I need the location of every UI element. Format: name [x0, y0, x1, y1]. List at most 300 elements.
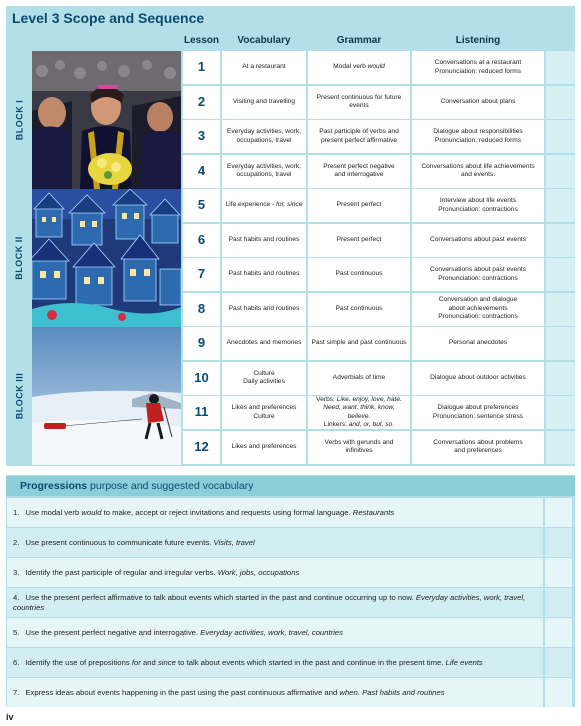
- cell-text: Past continuous: [335, 270, 383, 278]
- cell-text: Interview about life events: [439, 197, 517, 204]
- cell-text: Likes and preferences: [231, 442, 297, 450]
- listening-lines: [433, 439, 522, 456]
- vocabulary-lines: [229, 236, 300, 245]
- progression-text: [7, 678, 543, 707]
- listening-line: [438, 313, 518, 322]
- lesson-row: [183, 224, 575, 257]
- cell-text: Pronunciation: reduced forms: [434, 136, 522, 144]
- progression-text: [7, 498, 543, 527]
- graduation-photo: [32, 51, 181, 189]
- cell-text: Need, want, think, know, believe.: [323, 404, 395, 420]
- lesson-check-cell: [546, 327, 575, 360]
- grammar-line: [333, 374, 385, 383]
- progression-row: [7, 588, 572, 617]
- progression-sentence: [13, 688, 445, 698]
- grammar-lines: [319, 128, 399, 145]
- vocabulary-lines: [227, 339, 302, 348]
- grammar-lines: [317, 94, 402, 111]
- listening-line: [449, 339, 507, 348]
- lesson-check-cell: [546, 362, 575, 395]
- cell-text: and, or, but, so.: [348, 421, 395, 428]
- cell-text: 10: [194, 369, 209, 385]
- vocabulary-line: [232, 413, 297, 422]
- cell-text: Past habits and routines: [228, 270, 300, 278]
- cell-text: Conversation about plans: [440, 97, 516, 105]
- lesson-row: [183, 396, 575, 429]
- vocabulary-line: [227, 339, 302, 348]
- cell-text: Visiting and travelling: [232, 97, 296, 105]
- cell-text: Daily activities: [243, 378, 285, 385]
- lesson-check-cell: [546, 258, 575, 291]
- grammar-line: [337, 236, 382, 245]
- cell-text: Use present continuous to communicate future events.: [25, 537, 214, 547]
- vocabulary-line: [232, 443, 297, 452]
- lesson-listening: [412, 431, 544, 464]
- grammar-line: [319, 137, 399, 146]
- grammar-lines: [337, 201, 382, 210]
- progression-row: [7, 558, 572, 587]
- cell-text: Life experience -: [225, 201, 277, 209]
- block-label-1: BLOCK I: [14, 99, 24, 141]
- cell-text: for, since: [276, 201, 303, 209]
- vocabulary-line: [229, 270, 300, 279]
- grammar-lines: [311, 439, 407, 456]
- grammar-line: [311, 421, 407, 430]
- listening-lines: [421, 163, 534, 180]
- listening-lines: [430, 236, 526, 245]
- cell-text: Conversations about life achievements: [421, 162, 535, 170]
- cell-text: Conversations about problems: [433, 438, 523, 446]
- grammar-lines: [311, 396, 407, 430]
- progression-row: [7, 678, 572, 707]
- cell-text: present perfect affirmative: [320, 136, 398, 144]
- progression-text: [7, 588, 543, 617]
- progression-check-cell: [545, 618, 572, 647]
- lesson-vocabulary: [222, 51, 306, 84]
- vocabulary-line: [229, 305, 300, 314]
- vocabulary-lines: [229, 270, 300, 279]
- listening-line: [438, 296, 518, 305]
- lesson-number: [183, 396, 220, 429]
- vocabulary-lines: [229, 305, 300, 314]
- lesson-row: [183, 155, 575, 188]
- lesson-vocabulary: [222, 189, 306, 222]
- cell-text: Visits, travel: [213, 537, 255, 547]
- lesson-row: [183, 189, 575, 222]
- cell-text: Modal verb: [333, 63, 368, 71]
- cell-text: Everyday activities, work,: [226, 162, 302, 170]
- cell-text: 9: [197, 335, 206, 351]
- cell-text: Use the present perfect affirmative to talk about events which started in the past and continue occurring up to now.: [25, 593, 416, 602]
- grammar-line: [323, 163, 394, 172]
- page-number: iv: [6, 712, 14, 722]
- lesson-grammar: [308, 224, 410, 257]
- progression-row: [7, 618, 572, 647]
- grammar-line: [336, 270, 383, 279]
- lesson-listening: [412, 293, 544, 326]
- cell-text: Verbs:: [316, 395, 337, 403]
- lesson-number: [183, 224, 220, 257]
- cell-text: 1.: [13, 507, 20, 517]
- cell-text: 6: [197, 231, 206, 247]
- cell-text: At a restaurant: [242, 63, 286, 71]
- lesson-check-cell: [546, 86, 575, 119]
- lesson-vocabulary: [222, 120, 306, 153]
- lesson-number: [183, 431, 220, 464]
- vocabulary-lines: [242, 63, 285, 72]
- lesson-number: [183, 258, 220, 291]
- lesson-grammar: [308, 258, 410, 291]
- grammar-lines: [312, 339, 407, 348]
- listening-line: [430, 236, 526, 245]
- lesson-number: [183, 293, 220, 326]
- vocabulary-line: [242, 63, 285, 72]
- lesson-vocabulary: [222, 327, 306, 360]
- lesson-check-cell: [546, 224, 575, 257]
- cell-text: Likes and preferences: [231, 404, 297, 411]
- cell-text: Conversations at a restaurant: [434, 59, 522, 66]
- block-label-2: BLOCK II: [14, 236, 24, 280]
- grammar-lines: [336, 270, 383, 279]
- progression-text: [7, 528, 543, 557]
- cell-text: occupations, travel: [236, 171, 292, 178]
- page-title: Level 3 Scope and Sequence: [6, 6, 575, 31]
- grammar-lines: [333, 63, 385, 72]
- cell-text: would: [81, 507, 102, 517]
- vocabulary-lines: [243, 370, 285, 387]
- listening-lines: [449, 339, 507, 348]
- progression-text: [7, 648, 543, 677]
- progression-check-cell: [545, 648, 572, 677]
- cell-text: and interrogative: [334, 171, 384, 178]
- block-label-3: BLOCK III: [14, 372, 24, 420]
- cell-text: and preferences: [454, 447, 502, 454]
- cell-text: Dialogue about preferences: [437, 404, 519, 411]
- progression-sentence: [13, 593, 543, 612]
- listening-lines: [435, 59, 522, 76]
- lesson-grammar: [308, 431, 410, 464]
- lesson-number: [183, 155, 220, 188]
- vocabulary-line: [232, 404, 297, 413]
- cell-text: for: [131, 657, 141, 667]
- grammar-line: [319, 128, 399, 137]
- vocabulary-line: [233, 98, 295, 107]
- lesson-number: [183, 86, 220, 119]
- vocabulary-lines: [226, 201, 303, 210]
- cell-text: and events.: [460, 171, 496, 178]
- cell-text: Present perfect: [336, 235, 382, 243]
- cell-text: events: [349, 102, 369, 109]
- cell-text: 4.: [13, 593, 20, 602]
- cell-text: Dialogue about outdoor activities: [430, 373, 526, 381]
- vocabulary-line: [243, 370, 285, 379]
- listening-lines: [438, 296, 518, 322]
- progression-sentence: [13, 658, 483, 668]
- cell-text: when: [339, 687, 358, 697]
- listening-line: [421, 163, 534, 172]
- progression-check-cell: [545, 588, 572, 617]
- cell-text: Use the present perfect negative and interrogative.: [25, 627, 201, 637]
- lesson-row: [183, 327, 575, 360]
- lesson-vocabulary: [222, 224, 306, 257]
- progression-row: [7, 648, 572, 677]
- lesson-grammar: [308, 293, 410, 326]
- grammar-line: [317, 102, 402, 111]
- lesson-check-cell: [546, 293, 575, 326]
- progression-check-cell: [545, 528, 572, 557]
- grammar-lines: [333, 374, 385, 383]
- listening-line: [430, 374, 526, 383]
- cell-text: Pronunciation: contractions: [438, 313, 518, 321]
- cell-text: Conversations about past events: [429, 266, 527, 273]
- cell-text: 8: [197, 300, 206, 316]
- progression-text: [7, 618, 543, 647]
- listening-line: [435, 59, 522, 68]
- vocabulary-lines: [227, 163, 301, 180]
- listening-line: [433, 137, 522, 146]
- lesson-listening: [412, 86, 544, 119]
- vocabulary-lines: [233, 98, 295, 107]
- listening-line: [433, 404, 523, 413]
- lesson-listening: [412, 155, 544, 188]
- lesson-grammar: [308, 86, 410, 119]
- cell-text: Culture: [253, 412, 275, 420]
- cell-text: Use modal verb: [25, 507, 82, 517]
- cell-text: 3.: [13, 567, 20, 577]
- progressions-heading: Progressions purpose and suggested vocabulary: [6, 476, 575, 496]
- cell-text: 2: [197, 93, 206, 109]
- cell-text: Present perfect negative: [323, 162, 395, 170]
- cell-text: to talk about events which started in the past and continue in the present time.: [175, 657, 446, 667]
- listening-lines: [438, 197, 518, 214]
- cell-text: Pronunciation: contractions: [438, 205, 518, 213]
- listening-line: [435, 68, 522, 77]
- grammar-line: [317, 94, 402, 103]
- progression-row: [7, 528, 572, 557]
- cell-text: Identify the use of prepositions: [25, 657, 132, 667]
- lesson-listening: [412, 224, 544, 257]
- listening-line: [441, 98, 516, 107]
- cell-text: Adverbials of time: [332, 373, 386, 381]
- lesson-number: [183, 120, 220, 153]
- cell-text: Pronunciation: contractions: [438, 274, 518, 282]
- lesson-row: [183, 258, 575, 291]
- lesson-vocabulary: [222, 362, 306, 395]
- lesson-listening: [412, 189, 544, 222]
- cell-text: to make, accept or reject invitations and requests using formal language.: [101, 507, 353, 517]
- progression-check-cell: [545, 678, 572, 707]
- lesson-listening: [412, 120, 544, 153]
- progression-sentence: [13, 568, 299, 578]
- cell-text: Culture: [253, 369, 275, 377]
- lesson-check-cell: [546, 120, 575, 153]
- listening-line: [433, 128, 522, 137]
- lesson-number: [183, 362, 220, 395]
- cell-text: Past continuous: [335, 304, 383, 312]
- cell-text: 7: [197, 266, 206, 282]
- lesson-row: [183, 120, 575, 153]
- lesson-check-cell: [546, 155, 575, 188]
- vocabulary-lines: [232, 443, 297, 452]
- cell-text: Past participle of verbs and: [319, 128, 399, 135]
- cell-text: Restaurants: [352, 507, 395, 517]
- listening-line: [433, 439, 522, 448]
- grammar-line: [337, 201, 382, 210]
- cell-text: and: [140, 657, 158, 667]
- listening-line: [438, 206, 518, 215]
- listening-line: [430, 266, 526, 275]
- vocabulary-line: [227, 163, 301, 172]
- progression-check-cell: [545, 558, 572, 587]
- cell-text: Identify the past participle of regular and irregular verbs.: [25, 567, 218, 577]
- cell-text: Everyday activities, work,: [226, 128, 302, 135]
- cell-text: Pronunciation: sentence stress: [432, 412, 524, 420]
- listening-lines: [430, 374, 526, 383]
- column-header-vocabulary: Vocabulary: [237, 35, 291, 46]
- grammar-line: [311, 396, 407, 405]
- lesson-check-cell: [546, 431, 575, 464]
- cell-text: 1: [197, 59, 206, 75]
- cell-text: Present perfect: [336, 201, 382, 209]
- lesson-vocabulary: [222, 258, 306, 291]
- grammar-line: [311, 404, 407, 421]
- vocabulary-lines: [227, 128, 301, 145]
- cell-text: since: [157, 657, 176, 667]
- grammar-lines: [337, 236, 382, 245]
- listening-line: [430, 275, 526, 284]
- lesson-grammar: [308, 51, 410, 84]
- cell-text: Verbs with gerunds and infinitives: [324, 438, 394, 454]
- cell-text: Like, enjoy, love, hate.: [336, 395, 402, 403]
- cell-text: Conversations about past events: [429, 235, 527, 243]
- lesson-vocabulary: [222, 431, 306, 464]
- vocabulary-line: [229, 236, 300, 245]
- cell-text: Dialogue about responsibilities: [433, 128, 523, 135]
- column-header-lesson: Lesson: [183, 35, 219, 46]
- cell-text: 5: [197, 197, 206, 213]
- progression-sentence: [13, 508, 394, 518]
- listening-line: [433, 447, 522, 456]
- lesson-grammar: [308, 396, 410, 429]
- grammar-lines: [336, 305, 383, 314]
- listening-lines: [433, 128, 522, 145]
- lesson-check-cell: [546, 51, 575, 84]
- cell-text: about achievements: [448, 304, 508, 312]
- progression-row: [7, 498, 572, 527]
- lesson-grammar: [308, 155, 410, 188]
- lesson-check-cell: [546, 189, 575, 222]
- lesson-grammar: [308, 327, 410, 360]
- cell-text: 3: [197, 128, 206, 144]
- listening-lines: [430, 266, 526, 283]
- grammar-lines: [323, 163, 394, 180]
- lesson-row: [183, 51, 575, 84]
- cell-text: Everyday activities, work, travel, countries: [13, 593, 526, 612]
- cell-text: Linkers:: [323, 421, 349, 428]
- cell-text: Past habits and routines: [228, 235, 300, 243]
- lesson-listening: [412, 362, 544, 395]
- cell-text: .: [357, 687, 363, 697]
- cell-text: 2.: [13, 537, 20, 547]
- progression-sentence: [13, 628, 343, 638]
- lesson-grammar: [308, 362, 410, 395]
- listening-line: [438, 197, 518, 206]
- lesson-row: [183, 431, 575, 464]
- lesson-number: [183, 51, 220, 84]
- lesson-listening: [412, 51, 544, 84]
- grammar-line: [311, 439, 407, 456]
- cell-text: 7.: [13, 687, 20, 697]
- lesson-check-cell: [546, 396, 575, 429]
- lesson-vocabulary: [222, 86, 306, 119]
- cell-text: Present continuous for future: [316, 93, 402, 101]
- cell-text: 6.: [13, 657, 20, 667]
- lesson-grammar: [308, 189, 410, 222]
- lesson-listening: [412, 327, 544, 360]
- cell-text: Life events: [445, 657, 483, 667]
- cell-text: Everyday activities, work, travel, countries: [200, 627, 343, 637]
- listening-lines: [441, 98, 516, 107]
- lesson-listening: [412, 258, 544, 291]
- polar-expedition-photo: [32, 327, 181, 465]
- vocabulary-line: [227, 171, 301, 180]
- column-header-grammar: Grammar: [336, 35, 382, 46]
- progression-text: [7, 558, 543, 587]
- lesson-number: [183, 189, 220, 222]
- cell-text: 4: [197, 162, 206, 178]
- grammar-line: [323, 171, 394, 180]
- lesson-vocabulary: [222, 155, 306, 188]
- vocabulary-line: [243, 378, 285, 387]
- cell-text: 11: [194, 404, 209, 420]
- cell-text: Personal anecdotes: [448, 339, 508, 347]
- vocabulary-line: [227, 128, 301, 137]
- cell-text: Work, jobs, occupations: [217, 567, 300, 577]
- progression-sentence: [13, 538, 255, 548]
- vocabulary-lines: [232, 404, 297, 421]
- cell-text: Anecdotes and memories: [226, 339, 302, 347]
- listening-lines: [433, 404, 523, 421]
- listening-line: [438, 305, 518, 314]
- listening-line: [421, 171, 534, 180]
- lesson-vocabulary: [222, 396, 306, 429]
- lesson-number: [183, 327, 220, 360]
- village-houses-photo: [32, 189, 181, 327]
- cell-text: Express ideas about events happening in the past using the past continuous affirmative and: [25, 687, 340, 697]
- lesson-row: [183, 362, 575, 395]
- lesson-row: [183, 293, 575, 326]
- cell-text: occupations, travel: [236, 136, 292, 144]
- lesson-row: [183, 86, 575, 119]
- lesson-vocabulary: [222, 293, 306, 326]
- lesson-grammar: [308, 120, 410, 153]
- cell-text: Past habits and routines: [228, 304, 300, 312]
- grammar-line: [312, 339, 407, 348]
- cell-text: Pronunciation: reduced forms: [434, 67, 522, 75]
- progression-check-cell: [545, 498, 572, 527]
- column-header-listening: Listening: [455, 35, 501, 46]
- lesson-listening: [412, 396, 544, 429]
- cell-text: Past habits and routines: [362, 687, 445, 697]
- cell-text: 5.: [13, 627, 20, 637]
- cell-text: 12: [194, 438, 209, 454]
- cell-text: Conversation and dialogue: [438, 296, 518, 304]
- listening-line: [433, 413, 523, 422]
- cell-text: would: [367, 63, 385, 71]
- vocabulary-line: [227, 137, 301, 146]
- grammar-line: [336, 305, 383, 314]
- cell-text: Past simple and past continuous: [311, 339, 407, 347]
